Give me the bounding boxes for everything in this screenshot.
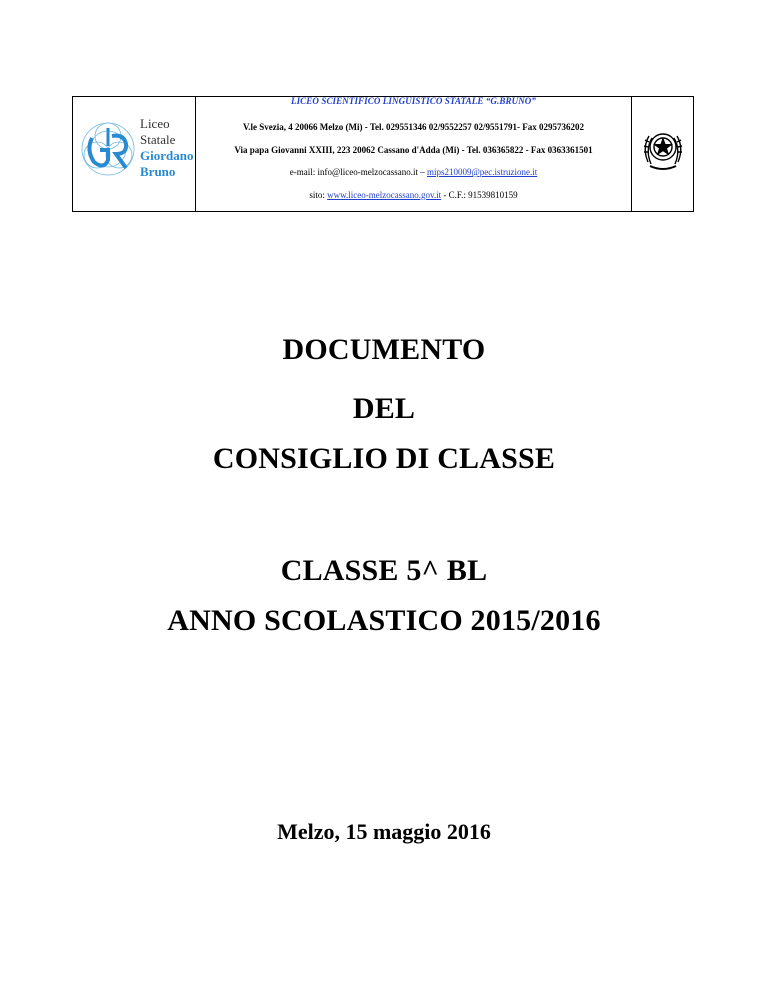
class-title: CLASSE 5^ BL (280, 554, 488, 587)
school-name: LICEO SCIENTIFICO LINGUISTICO STATALE “G.BRUNO” (290, 96, 536, 106)
email-text: e-mail: info@liceo-melzocassano.it – (289, 167, 427, 177)
pec-link[interactable]: mips210009@pec.istruzione.it (426, 167, 538, 177)
emblem-cell (631, 96, 694, 212)
doc-title-line2: DEL (352, 392, 416, 425)
place-date: Melzo, 15 maggio 2016 (277, 819, 491, 844)
logo-text-liceo: Liceo (140, 116, 170, 131)
doc-title-line3: CONSIGLIO DI CLASSE (212, 442, 556, 475)
letterhead-info (196, 96, 631, 212)
email-line (196, 167, 631, 177)
school-year: ANNO SCOLASTICO 2015/2016 (167, 604, 601, 637)
fiscal-code: - C.F.: 91539810159 (441, 190, 518, 200)
letterhead (72, 96, 694, 212)
italian-republic-emblem-icon (640, 124, 686, 174)
site-line (196, 190, 631, 200)
doc-title-line1: DOCUMENTO (282, 333, 486, 366)
website-link[interactable]: www.liceo-melzocassano.gov.it (327, 190, 442, 200)
address-melzo: V.le Svezia, 4 20066 Melzo (Mi) - Tel. 029551346 02/9552257 02/9551791- Fax 0295736202 (242, 122, 585, 132)
address-cassano: Via papa Giovanni XXIII, 223 20062 Cassano d'Adda (Mi) - Tel. 036365822 - Fax 0363361501 (234, 145, 593, 155)
logo-cell (72, 96, 196, 212)
logo-text-statale: Statale (140, 132, 176, 147)
site-prefix: sito: (309, 190, 328, 200)
school-logo-icon (78, 116, 140, 182)
school-logo (78, 116, 194, 186)
logo-text-giordano: Giordano (140, 148, 194, 163)
logo-text-bruno: Bruno (140, 164, 176, 179)
